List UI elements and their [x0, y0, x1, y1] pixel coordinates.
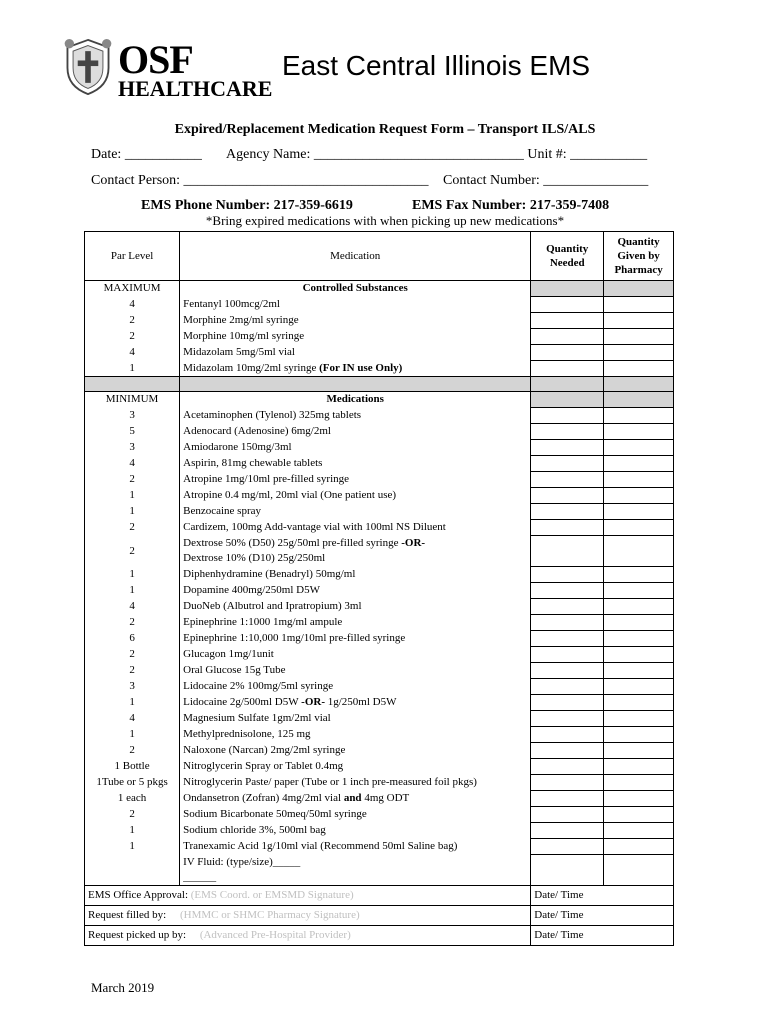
medication-name: Benzocaine spray [180, 504, 531, 520]
medication-name: Sodium Bicarbonate 50meq/50ml syringe [180, 807, 531, 823]
par-value: 3 [85, 408, 180, 424]
quantity-needed-cell[interactable] [531, 567, 604, 583]
quantity-given-cell[interactable] [604, 727, 674, 743]
table-row [85, 663, 674, 679]
table-row [85, 647, 674, 663]
table-row [85, 631, 674, 647]
quantity-given-cell[interactable] [604, 823, 674, 839]
quantity-needed-cell[interactable] [531, 329, 604, 345]
par-value: 5 [85, 424, 180, 440]
quantity-needed-cell[interactable] [531, 488, 604, 504]
date-time-field[interactable]: Date/ Time [531, 906, 674, 926]
par-value: 2 [85, 663, 180, 679]
table-row [85, 361, 674, 377]
date-time-field[interactable]: Date/ Time [531, 886, 674, 906]
table-row [85, 727, 674, 743]
quantity-given-cell[interactable] [604, 329, 674, 345]
table-row [85, 488, 674, 504]
table-row [85, 297, 674, 313]
quantity-given-cell[interactable] [604, 679, 674, 695]
quantity-given-cell[interactable] [604, 743, 674, 759]
par-value: 1 [85, 839, 180, 855]
medication-name: Magnesium Sulfate 1gm/2ml vial [180, 711, 531, 727]
medication-name: Dopamine 400mg/250ml D5W [180, 583, 531, 599]
medication-name: Acetaminophen (Tylenol) 325mg tablets [180, 408, 531, 424]
table-row [85, 567, 674, 583]
logo-healthcare-text: HEALTHCARE [118, 76, 273, 101]
table-row [85, 408, 674, 424]
quantity-given-cell[interactable] [604, 567, 674, 583]
table-row [85, 615, 674, 631]
table-row [85, 504, 674, 520]
table-row [85, 456, 674, 472]
table-row [85, 759, 674, 775]
medication-name: Sodium chloride 3%, 500ml bag [180, 823, 531, 839]
quantity-given-cell[interactable] [604, 488, 674, 504]
quantity-needed-cell[interactable] [531, 839, 604, 855]
quantity-needed-cell[interactable] [531, 663, 604, 679]
footer-date: March 2019 [91, 980, 155, 995]
quantity-given-cell[interactable] [604, 647, 674, 663]
quantity-needed-cell[interactable] [531, 711, 604, 727]
quantity-given-cell[interactable] [604, 361, 674, 377]
par-value: 1 [85, 583, 180, 599]
minimum-label: MINIMUM [85, 392, 180, 408]
quantity-given-cell[interactable] [604, 663, 674, 679]
quantity-needed-cell[interactable] [531, 456, 604, 472]
signature-field[interactable]: Request filled by: (HMMC or SHMC Pharmacy Signature) [85, 906, 531, 926]
table-row [85, 599, 674, 615]
date-time-field[interactable]: Date/ Time [531, 926, 674, 946]
col-par-level: Par Level [85, 232, 180, 281]
table-row [85, 695, 674, 711]
quantity-needed-cell[interactable] [531, 361, 604, 377]
par-value: 1 [85, 727, 180, 743]
logo-osf-text: OSF [118, 37, 193, 82]
par-value: 2 [85, 647, 180, 663]
table-row [85, 520, 674, 536]
quantity-needed-cell[interactable] [531, 615, 604, 631]
par-value: 2 [85, 807, 180, 823]
maximum-label: MAXIMUM [85, 281, 180, 297]
table-row [85, 839, 674, 855]
quantity-needed-cell[interactable] [531, 440, 604, 456]
medication-name: Dextrose 50% (D50) 25g/50ml pre-filled syringe -OR- Dextrose 10% (D10) 25g/250ml [180, 536, 531, 567]
par-value: 2 [85, 615, 180, 631]
medication-name: Cardizem, 100mg Add-vantage vial with 100ml NS Diluent [180, 520, 531, 536]
signature-field[interactable]: Request picked up by: (Advanced Pre-Hospital Provider) [85, 926, 531, 946]
medication-name: Morphine 10mg/ml syringe [180, 329, 531, 345]
par-value: 2 [85, 313, 180, 329]
quantity-given-cell[interactable] [604, 520, 674, 536]
quantity-needed-cell[interactable] [531, 807, 604, 823]
quantity-given-cell[interactable] [604, 807, 674, 823]
quantity-given-cell[interactable] [604, 440, 674, 456]
table-row [85, 583, 674, 599]
par-value: 4 [85, 297, 180, 313]
par-value: 1 [85, 361, 180, 377]
medication-name: Oral Glucose 15g Tube [180, 663, 531, 679]
quantity-given-cell[interactable] [604, 759, 674, 775]
quantity-given-cell[interactable] [604, 599, 674, 615]
par-value: 1 [85, 567, 180, 583]
contact-number-field[interactable]: Contact Number: _______________ [443, 173, 649, 188]
quantity-needed-cell[interactable] [531, 472, 604, 488]
medication-name: Diphenhydramine (Benadryl) 50mg/ml [180, 567, 531, 583]
par-value: 1 [85, 823, 180, 839]
table-row [85, 743, 674, 759]
quantity-needed-cell[interactable] [531, 775, 604, 791]
quantity-given-cell[interactable] [604, 615, 674, 631]
medication-name: Midazolam 10mg/2ml syringe (For IN use Only) [180, 361, 531, 377]
medication-name: Epinephrine 1:10,000 1mg/10ml pre-filled syringe [180, 631, 531, 647]
table-row [85, 377, 674, 392]
quantity-needed-cell[interactable] [531, 583, 604, 599]
table-row [85, 472, 674, 488]
table-row [85, 823, 674, 839]
par-value: 4 [85, 711, 180, 727]
par-value: 2 [85, 520, 180, 536]
signature-row [85, 906, 674, 926]
quantity-needed-cell[interactable] [531, 297, 604, 313]
contact-person-field[interactable]: Contact Person: ___________________________________ [91, 173, 429, 188]
quantity-given-cell[interactable] [604, 345, 674, 361]
par-value: 1 [85, 695, 180, 711]
table-row [85, 536, 674, 567]
par-value: 4 [85, 345, 180, 361]
table-row [85, 281, 674, 297]
medication-name: DuoNeb (Albutrol and Ipratropium) 3ml [180, 599, 531, 615]
medication-table [84, 231, 674, 946]
signature-row [85, 886, 674, 906]
quantity-needed-cell[interactable] [531, 727, 604, 743]
medication-name: Naloxone (Narcan) 2mg/2ml syringe [180, 743, 531, 759]
medication-name: Aspirin, 81mg chewable tablets [180, 456, 531, 472]
par-value: 1 each [85, 791, 180, 807]
par-value: 1Tube or 5 pkgs [85, 775, 180, 791]
par-value: 3 [85, 679, 180, 695]
quantity-needed-cell[interactable] [531, 743, 604, 759]
col-medication: Medication [180, 232, 531, 281]
medication-name: Amiodarone 150mg/3ml [180, 440, 531, 456]
par-value: 6 [85, 631, 180, 647]
bring-meds-note: *Bring expired medications with when picking up new medications* [205, 213, 565, 228]
table-row [85, 775, 674, 791]
controlled-substances-title: Controlled Substances [180, 281, 531, 297]
medication-name: Nitroglycerin Spray or Tablet 0.4mg [180, 759, 531, 775]
quantity-given-cell[interactable] [604, 297, 674, 313]
quantity-given-cell[interactable] [604, 408, 674, 424]
signature-row [85, 926, 674, 946]
medication-name: Epinephrine 1:1000 1mg/ml ampule [180, 615, 531, 631]
quantity-needed-cell[interactable] [531, 647, 604, 663]
par-value: 3 [85, 440, 180, 456]
par-value: 4 [85, 599, 180, 615]
medications-title: Medications [180, 392, 531, 408]
quantity-needed-cell[interactable] [531, 823, 604, 839]
quantity-given-cell[interactable] [604, 504, 674, 520]
table-row [85, 791, 674, 807]
form-title: Expired/Replacement Medication Request Form – Transport ILS/ALS [174, 122, 596, 137]
medication-name: Morphine 2mg/ml syringe [180, 313, 531, 329]
medication-name: Atropine 0.4 mg/ml, 20ml vial (One patient use) [180, 488, 531, 504]
ems-phone-number: EMS Phone Number: 217-359-6619 [141, 198, 353, 213]
quantity-given-cell[interactable] [604, 775, 674, 791]
table-header-row [85, 232, 674, 281]
table-row [85, 392, 674, 408]
table-row [85, 424, 674, 440]
quantity-given-cell[interactable] [604, 711, 674, 727]
par-value: 1 [85, 488, 180, 504]
medication-name: Lidocaine 2g/500ml D5W -OR- 1g/250ml D5W [180, 695, 531, 711]
quantity-needed-cell[interactable] [531, 408, 604, 424]
table-row [85, 440, 674, 456]
quantity-needed-cell[interactable] [531, 631, 604, 647]
par-value: 2 [85, 329, 180, 345]
agency-unit-field[interactable]: Agency Name: ______________________________ Unit #: ___________ [226, 147, 648, 162]
quantity-given-cell[interactable] [604, 472, 674, 488]
table-row [85, 313, 674, 329]
quantity-needed-cell[interactable] [531, 424, 604, 440]
table-row [85, 345, 674, 361]
quantity-given-cell[interactable] [604, 456, 674, 472]
medication-name: Lidocaine 2% 100mg/5ml syringe [180, 679, 531, 695]
medication-name: Tranexamic Acid 1g/10ml vial (Recommend 50ml Saline bag) [180, 839, 531, 855]
table-row [85, 855, 674, 886]
quantity-given-cell[interactable] [604, 424, 674, 440]
medication-name: Glucagon 1mg/1unit [180, 647, 531, 663]
par-value: 2 [85, 472, 180, 488]
ems-fax-number: EMS Fax Number: 217-359-7408 [412, 198, 610, 213]
col-quantity-needed: Quantity Needed [531, 232, 604, 281]
table-row [85, 329, 674, 345]
quantity-needed-cell[interactable] [531, 759, 604, 775]
quantity-given-cell[interactable] [604, 313, 674, 329]
par-value: 2 [85, 743, 180, 759]
medication-name: Atropine 1mg/10ml pre-filled syringe [180, 472, 531, 488]
par-value: 4 [85, 456, 180, 472]
quantity-given-cell[interactable] [604, 583, 674, 599]
medication-name: Adenocard (Adenosine) 6mg/2ml [180, 424, 531, 440]
quantity-needed-cell[interactable] [531, 345, 604, 361]
quantity-given-cell[interactable] [604, 631, 674, 647]
table-row [85, 711, 674, 727]
quantity-needed-cell[interactable] [531, 520, 604, 536]
date-field[interactable]: Date: ___________ [91, 147, 202, 162]
signature-field[interactable]: EMS Office Approval: (EMS Coord. or EMSMD Signature) [85, 886, 531, 906]
table-row [85, 807, 674, 823]
quantity-given-cell[interactable] [604, 839, 674, 855]
quantity-needed-cell[interactable] [531, 504, 604, 520]
medication-name: Fentanyl 100mcg/2ml [180, 297, 531, 313]
medication-name: Ondansetron (Zofran) 4mg/2ml vial and 4mg ODT [180, 791, 531, 807]
par-value: 2 [85, 536, 180, 567]
table-row [85, 679, 674, 695]
quantity-needed-cell[interactable] [531, 599, 604, 615]
iv-fluid-field[interactable]: IV Fluid: (type/size)_____ ______ [180, 855, 531, 886]
par-value: 1 Bottle [85, 759, 180, 775]
org-title: East Central Illinois EMS [282, 50, 591, 81]
quantity-needed-cell[interactable] [531, 679, 604, 695]
medication-name: Midazolam 5mg/5ml vial [180, 345, 531, 361]
par-value: 1 [85, 504, 180, 520]
medication-name: Nitroglycerin Paste/ paper (Tube or 1 inch pre-measured foil pkgs) [180, 775, 531, 791]
osf-seal-logo-icon [60, 36, 116, 98]
col-quantity-given: Quantity Given by Pharmacy [604, 232, 674, 281]
quantity-needed-cell[interactable] [531, 313, 604, 329]
medication-name: Methylprednisolone, 125 mg [180, 727, 531, 743]
